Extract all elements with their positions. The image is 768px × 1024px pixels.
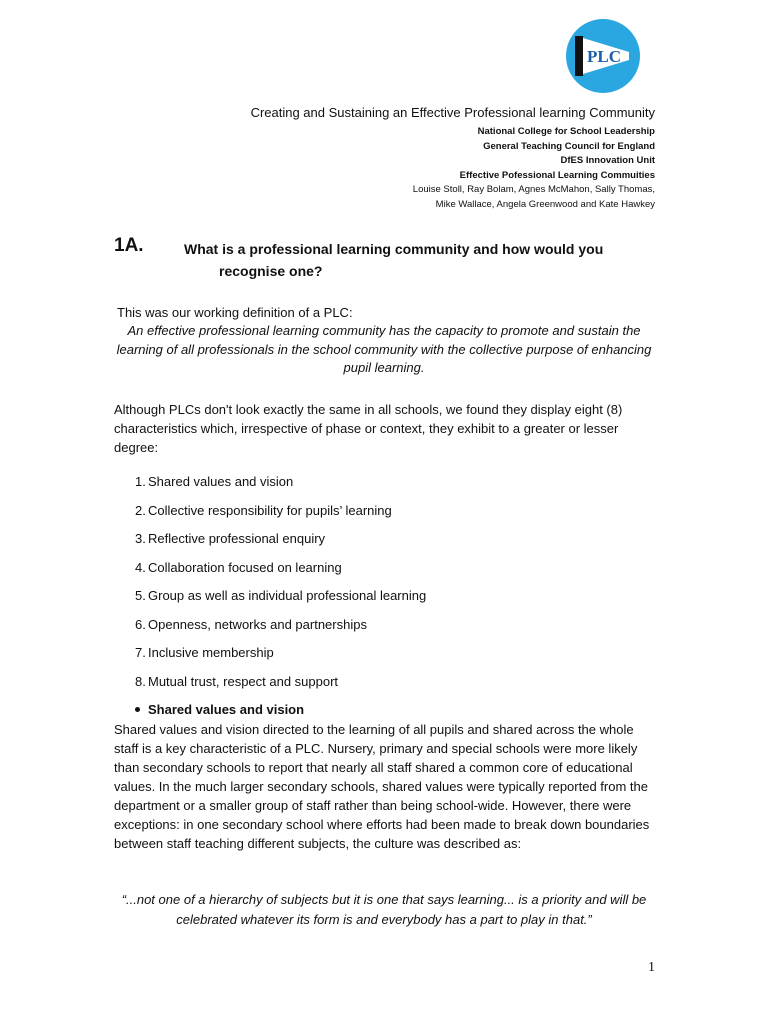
list-item <box>135 473 426 502</box>
question-heading <box>184 238 654 282</box>
list-item <box>135 530 426 559</box>
list-item <box>135 587 426 616</box>
item-text: Openness, networks and partnerships <box>148 616 367 632</box>
item-text: Mutual trust, respect and support <box>148 673 339 689</box>
plc-logo <box>565 18 641 94</box>
item-text: Reflective professional enquiry <box>148 531 326 546</box>
question-line-2: recognise one? <box>219 263 323 279</box>
item-number: 3. <box>135 531 146 546</box>
document-title: Creating and Sustaining an Effective Professional learning Community <box>250 105 655 120</box>
intro-text: This was our working definition of a PLC: <box>117 305 353 320</box>
authors-line: Louise Stoll, Ray Bolam, Agnes McMahon, Sally Thomas, <box>412 184 655 195</box>
paragraph-shared-values: Shared values and vision directed to the learning of all pupils and shared across the whole staff is a key characteristic of a PLC. Nursery, primary and special schools were more likely than secondary schools to report that nearly all staff shared a common core of educational values. In the much larger secondary schools, shared values were typically reported from the department or a smaller group of staff rather than being school-wide. However, there were exceptions: in one secondary school where efforts had been made to break down boundaries between staff teaching different subjects, the culture was described as: <box>114 722 650 851</box>
section-heading-text: Shared values and vision <box>148 702 305 717</box>
culture-quote: “...not one of a hierarchy of subjects but it is one that says learning... is a priority and will be celebrated whatever its form is and everybody has a part to play in that.” <box>121 892 647 927</box>
bullet-icon <box>135 707 140 712</box>
item-text: Collaboration focused on learning <box>148 559 342 575</box>
section-heading <box>135 701 304 719</box>
question-line-1: What is a professional learning community and how would you <box>184 241 604 257</box>
characteristics-list <box>135 473 426 701</box>
question-number: 1A. <box>114 235 144 256</box>
org-line: National College for School Leadership <box>477 126 655 137</box>
org-line: DfES Innovation Unit <box>560 155 655 166</box>
list-item <box>135 616 426 645</box>
page-number: 1 <box>648 960 655 975</box>
item-number: 1. <box>135 474 146 489</box>
authors-line: Mike Wallace, Angela Greenwood and Kate Hawkey <box>435 198 655 210</box>
list-item <box>135 644 426 673</box>
item-text: Inclusive membership <box>148 645 274 660</box>
item-number: 5. <box>135 588 146 603</box>
item-number: 8. <box>135 673 146 689</box>
list-item <box>135 673 426 702</box>
item-number: 2. <box>135 502 146 518</box>
document-header <box>251 104 655 212</box>
item-text: Collective responsibility for pupils’ learning <box>148 502 392 518</box>
item-text: Shared values and vision <box>148 474 294 489</box>
list-item <box>135 559 426 588</box>
org-line: Effective Pofessional Learning Commuities <box>459 169 655 181</box>
item-number: 6. <box>135 616 146 632</box>
list-item <box>135 502 426 531</box>
item-text: Group as well as individual professional learning <box>148 588 427 603</box>
paragraph-characteristics: Although PLCs don't look exactly the same in all schools, we found they display eight (8) characteristics which, irrespective of phase or context, they exhibit to a greater or lesser degree: <box>114 402 623 455</box>
plc-definition: An effective professional learning community has the capacity to promote and sustain the learning of all professionals in the school community with the collective purpose of enhancing pupil learning. <box>116 323 652 375</box>
org-line: General Teaching Council for England <box>483 140 655 152</box>
item-number: 4. <box>135 559 146 575</box>
logo-text: PLC <box>587 47 621 66</box>
item-number: 7. <box>135 645 146 660</box>
